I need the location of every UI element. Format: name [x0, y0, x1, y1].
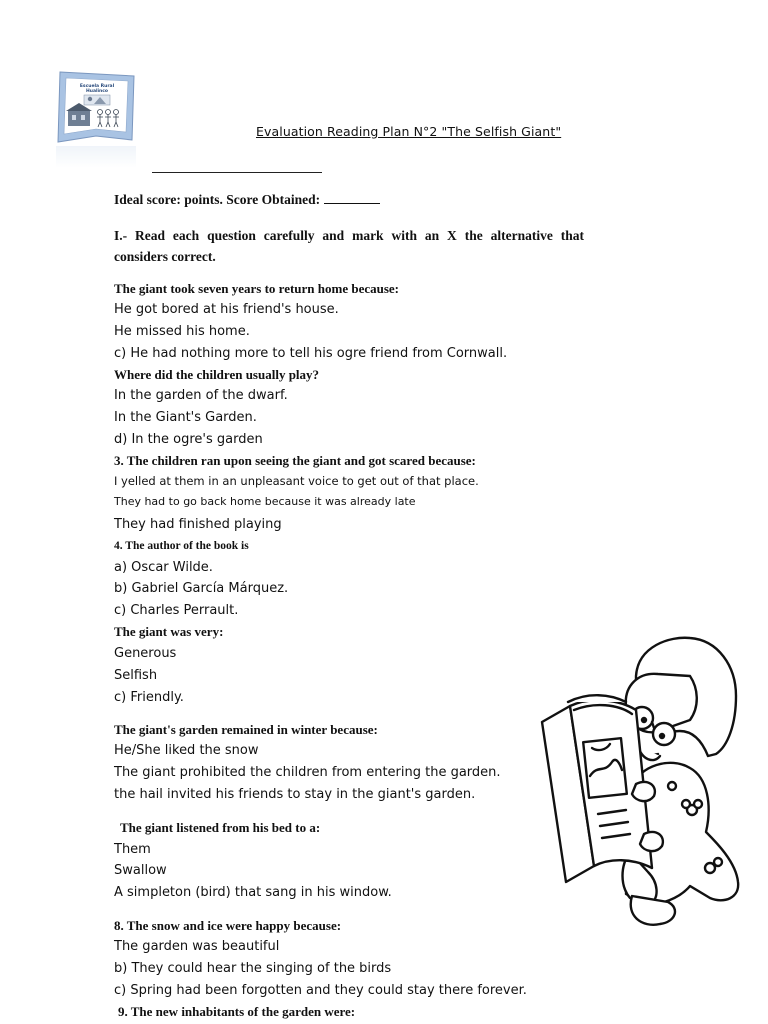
question-1-option: He missed his home. [114, 324, 250, 339]
question-5-option: c) Friendly. [114, 690, 184, 705]
question-6: The giant's garden remained in winter because: [114, 722, 378, 737]
question-2-option: d) In the ogre's garden [114, 432, 263, 447]
question-2: Where did the children usually play? [114, 367, 320, 382]
score-line [114, 192, 380, 208]
question-6-option: the hail invited his friends to stay in the giant's garden. [114, 787, 476, 802]
logo-reflection [56, 146, 136, 168]
question-9: 9. The new inhabitants of the garden were: [118, 1004, 356, 1019]
question-4: 4. The author of the book is [114, 540, 249, 552]
question-8-option: c) Spring had been forgotten and they could stay there forever. [114, 983, 527, 998]
question-7-option: Swallow [114, 863, 167, 878]
question-4-option: b) Gabriel García Márquez. [114, 581, 289, 596]
student-name-line [152, 172, 322, 173]
question-5-option: Generous [114, 646, 177, 661]
score-blank [324, 192, 380, 204]
question-6-option: The giant prohibited the children from entering the garden. [114, 765, 501, 780]
reading-girl-illustration [540, 636, 746, 932]
question-8-option: b) They could hear the singing of the birds [114, 961, 392, 976]
question-3: 3. The children ran upon seeing the giant and got scared because: [114, 453, 476, 468]
instructions: I.- Read each question carefully and mark with an X the alternative that considers correct. [114, 228, 584, 264]
question-4-option: c) Charles Perrault. [114, 603, 239, 618]
school-logo [56, 70, 136, 146]
question-1-option: c) He had nothing more to tell his ogre friend from Cornwall. [114, 346, 508, 361]
question-3-option: I yelled at them in an unpleasant voice to get out of that place. [114, 474, 479, 488]
logo-text-line2: Hualinco [85, 89, 109, 94]
score-label: Ideal score: points. Score Obtained: [114, 192, 324, 207]
question-7-option: A simpleton (bird) that sang in his window. [114, 885, 392, 900]
question-8: 8. The snow and ice were happy because: [114, 918, 342, 933]
question-5-option: Selfish [114, 668, 158, 683]
question-7: The giant listened from his bed to a: [120, 820, 321, 835]
question-1: The giant took seven years to return home because: [114, 281, 400, 296]
question-2-option: In the garden of the dwarf. [114, 388, 288, 403]
question-5: The giant was very: [114, 624, 224, 639]
question-3-option: They had finished playing [114, 517, 282, 532]
page-title: Evaluation Reading Plan N°2 "The Selfish Giant" [256, 124, 562, 139]
logo-text-line1: Escuela Rural [79, 84, 115, 89]
question-8-option: The garden was beautiful [114, 939, 280, 954]
question-3-option: They had to go back home because it was already late [114, 495, 416, 508]
question-7-option: Them [114, 842, 151, 857]
question-4-option: a) Oscar Wilde. [114, 560, 213, 575]
question-2-option: In the Giant's Garden. [114, 410, 257, 425]
question-6-option: He/She liked the snow [114, 743, 259, 758]
question-1-option: He got bored at his friend's house. [114, 302, 339, 317]
